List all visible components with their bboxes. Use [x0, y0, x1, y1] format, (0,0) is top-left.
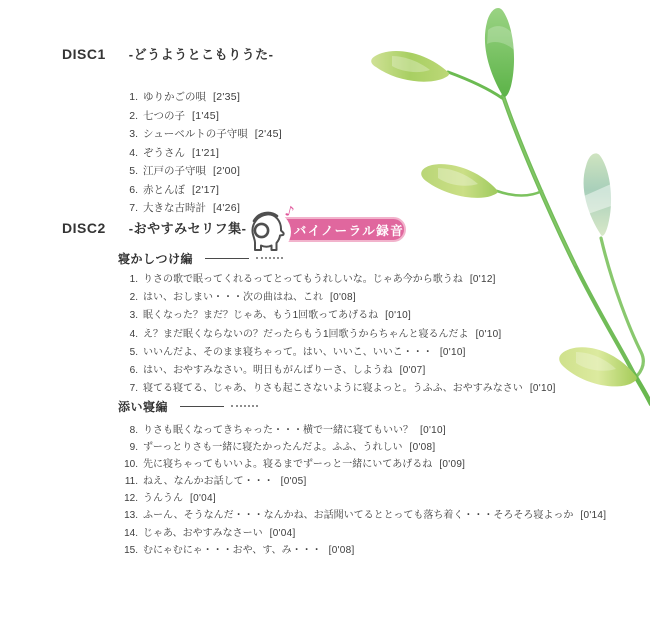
track-title: 赤とんぼ	[143, 183, 185, 196]
track-duration: [2'35]	[213, 91, 241, 103]
track-number: 11.	[124, 476, 138, 488]
track-row	[112, 107, 282, 126]
track-row	[112, 125, 282, 144]
track-duration: [0'05]	[280, 476, 307, 488]
disc2-title: DISC2	[62, 220, 106, 236]
track-number: 10.	[124, 459, 138, 471]
track-duration: [0'12]	[469, 274, 496, 285]
track-number: 4.	[129, 146, 138, 159]
track-number: 5.	[129, 346, 138, 358]
track-number: 8.	[129, 425, 138, 436]
track-duration: [1'45]	[192, 109, 220, 122]
track-number: 5.	[129, 165, 138, 177]
track-number: 1.	[129, 274, 138, 285]
track-duration: [0'07]	[399, 364, 426, 376]
track-title: はい、おしまい・・・次の曲はね、これ	[143, 292, 323, 304]
music-note-icon: ♪	[283, 203, 296, 221]
track-duration: [0'04]	[190, 493, 216, 505]
track-row	[112, 456, 606, 473]
binaural-badge-label: バイノーラル録音	[293, 223, 405, 238]
track-row	[112, 439, 606, 456]
track-title: ねえ、なんかお話して・・・	[143, 476, 274, 488]
track-row	[112, 362, 556, 380]
track-number: 3.	[129, 310, 138, 322]
track-title: ずーっとりさも一緒に寝たかったんだよ。ふふ、うれしい	[143, 442, 403, 454]
track-title: いいんだよ、そのまま寝ちゃって。はい、いいこ、いいこ・・・	[143, 346, 433, 358]
track-title: 先に寝ちゃってもいいよ。寝るまでずーっと一緒にいてあげるね	[143, 459, 433, 471]
track-row	[112, 307, 556, 325]
track-title: ぞうさん	[143, 146, 185, 159]
section-heading-nekashitsuke	[118, 251, 283, 265]
track-title: 大きな古時計	[143, 202, 206, 214]
track-row	[112, 380, 556, 398]
track-number: 7.	[129, 202, 138, 214]
disc2-subtitle: -おやすみセリフ集-	[128, 221, 247, 236]
track-number: 15.	[124, 544, 138, 556]
track-title: うんうん	[143, 493, 183, 505]
track-number: 2.	[129, 292, 138, 304]
track-duration: [4'26]	[213, 202, 241, 214]
track-duration: [0'09]	[439, 459, 466, 471]
heading-rule	[205, 258, 249, 259]
track-row	[112, 473, 606, 490]
track-row	[112, 289, 556, 307]
track-duration: [0'08]	[328, 544, 355, 556]
disc2-header	[62, 218, 246, 237]
heading-dots	[231, 405, 258, 407]
track-number: 6.	[129, 364, 138, 376]
track-title: むにゃむにゃ・・・おや、す、み・・・	[143, 544, 322, 556]
track-duration: [0'10]	[385, 310, 412, 322]
track-duration: [0'10]	[475, 328, 502, 340]
track-row	[112, 525, 606, 542]
track-row	[112, 144, 282, 163]
track-duration: [2'17]	[192, 183, 220, 196]
disc1-tracklist	[112, 88, 282, 218]
track-duration: [0'04]	[269, 527, 296, 539]
track-duration: [0'14]	[580, 510, 607, 522]
track-title: ゆりかごの唄	[143, 91, 206, 103]
track-duration: [2'45]	[254, 128, 282, 140]
track-duration: [0'08]	[330, 292, 356, 304]
track-row	[112, 162, 282, 181]
track-title: ふーん、そうなんだ・・・なんかね、お話聞いてるととっても落ち着く・・・そろそろ寝よっか	[143, 510, 574, 522]
track-duration: [2'00]	[213, 165, 241, 177]
track-title: 眠くなった？まだ？じゃあ、もう1回歌ってあげるね	[143, 310, 379, 322]
disc2-section1-tracklist	[112, 271, 556, 398]
track-number: 14.	[124, 527, 138, 539]
track-number: 4.	[129, 328, 138, 340]
track-row	[112, 490, 606, 507]
track-number: 9.	[129, 442, 138, 454]
track-number: 3.	[129, 128, 138, 140]
track-title: りさも眠くなってきちゃった・・・横で一緒に寝てもいい？	[143, 425, 413, 436]
heading-rule	[180, 406, 224, 407]
section-heading-label: 添い寝編	[118, 399, 169, 414]
track-duration: [0'10]	[529, 383, 556, 395]
track-title: 江戸の子守唄	[143, 165, 206, 177]
track-number: 2.	[129, 109, 138, 122]
track-title: 寝てる寝てる、じゃあ、りさも起こさないように寝よっと。うふふ、おやすみなさい	[143, 383, 523, 395]
track-title: りさの歌で眠ってくれるってとってもうれしいな。じゃあ今から歌うね	[143, 274, 463, 285]
section-heading-label: 寝かしつけ編	[118, 251, 194, 266]
track-title: 七つの子	[143, 109, 185, 122]
track-title: はい、おやすみなさい。明日もがんばりーさ、しようね	[143, 364, 393, 376]
section-heading-soine	[118, 399, 258, 413]
track-number: 12.	[124, 493, 138, 505]
track-duration: [0'10]	[420, 425, 446, 436]
track-number: 7.	[129, 383, 138, 395]
track-row	[112, 542, 606, 559]
track-number: 6.	[129, 183, 138, 196]
track-title: シューベルトの子守唄	[143, 128, 248, 140]
track-row	[112, 422, 606, 439]
track-title: え？まだ眠くならないの？だったらもう1回歌うからちゃんと寝るんだよ	[143, 328, 469, 340]
track-row	[112, 271, 556, 289]
track-row	[112, 181, 282, 200]
disc1-title: DISC1	[62, 46, 106, 62]
track-duration: [0'08]	[409, 442, 436, 454]
track-duration: [0'10]	[439, 346, 466, 358]
disc2-section2-tracklist	[112, 422, 606, 559]
disc1-subtitle: -どうようとこもりうた-	[128, 47, 274, 62]
disc1-header	[62, 44, 273, 63]
track-row	[112, 344, 556, 362]
track-duration: [1'21]	[192, 146, 220, 159]
track-row	[112, 326, 556, 344]
track-row	[112, 88, 282, 107]
heading-dots	[256, 257, 283, 259]
track-number: 1.	[129, 91, 138, 103]
track-title: じゃあ、おやすみなさーい	[143, 527, 263, 539]
track-number: 13.	[124, 510, 138, 522]
track-row	[112, 507, 606, 524]
